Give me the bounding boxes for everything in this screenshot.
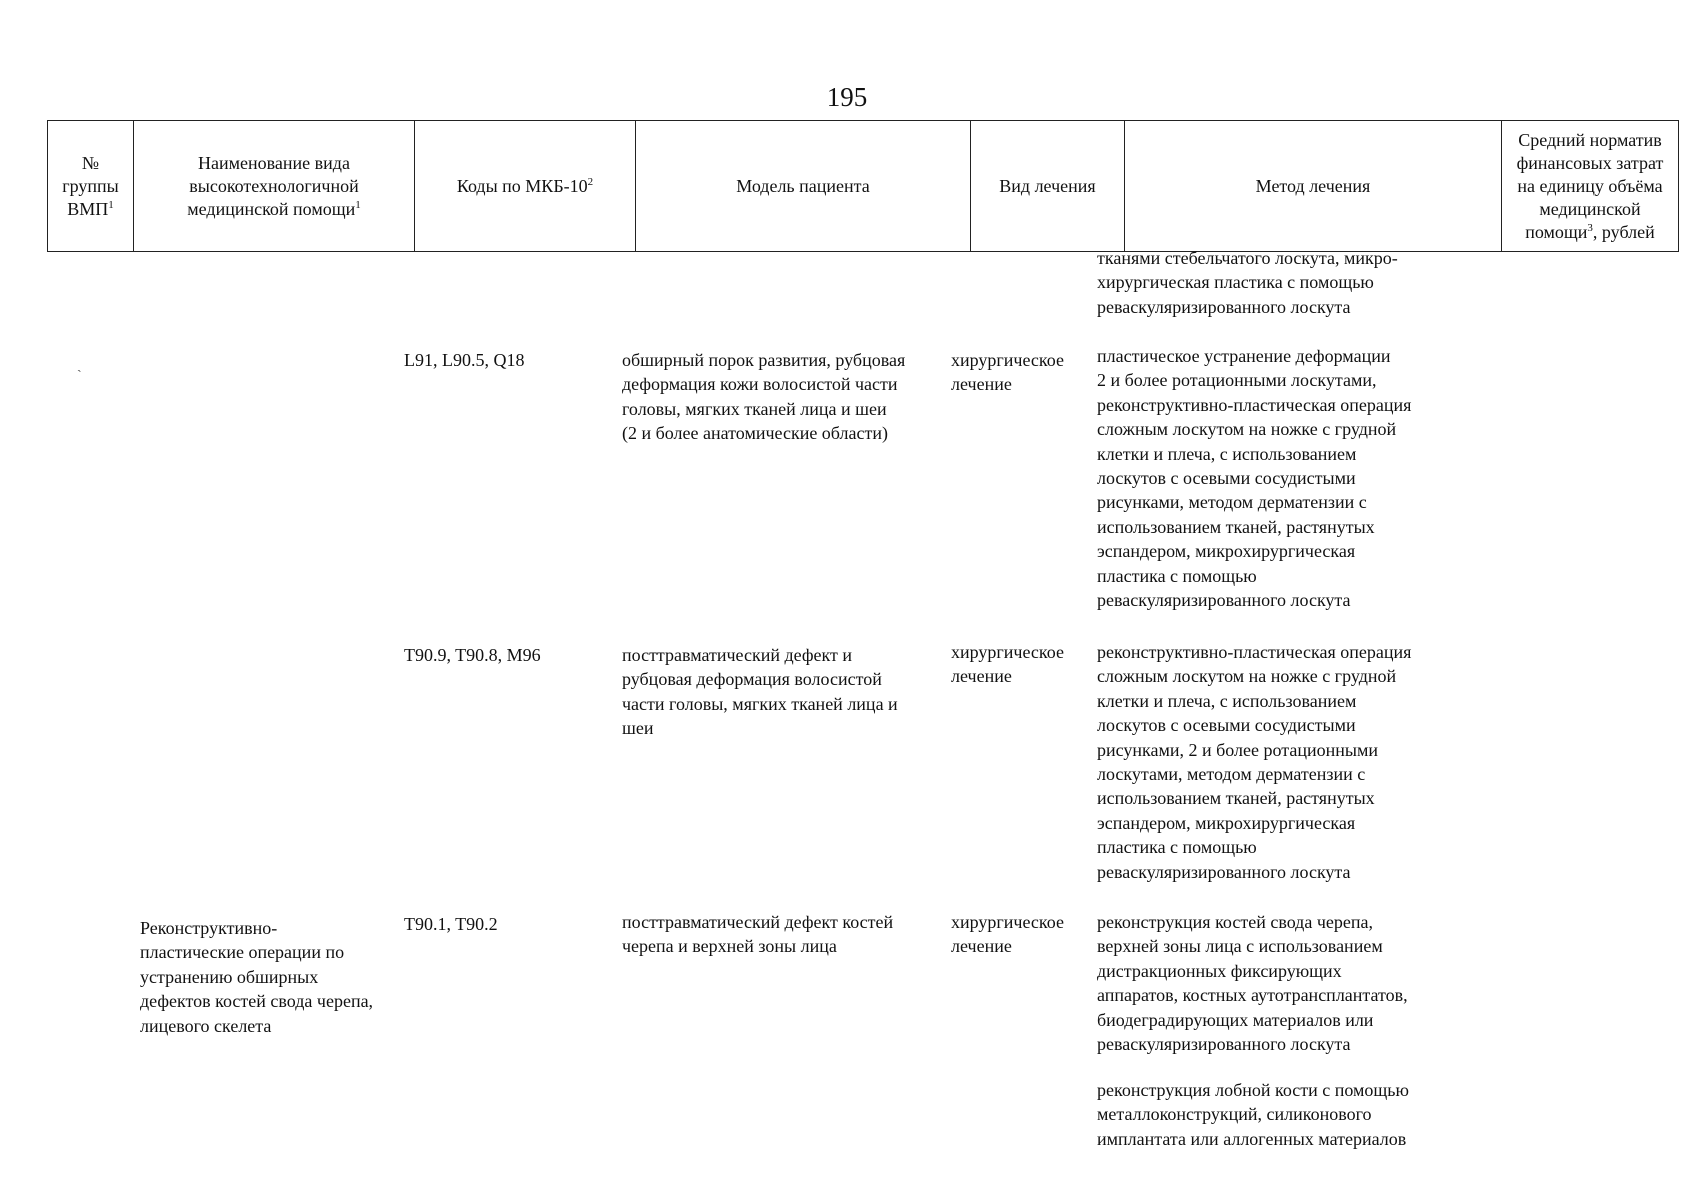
header-name-line-2: высокотехнологичной [189, 175, 359, 196]
row-2-codes: L91, L90.5, Q18 [404, 350, 525, 370]
row-2-treatment-type: хирургическое лечение [951, 350, 1064, 395]
row-4-codes: T90.1, T90.2 [404, 914, 498, 934]
header-method: Метод лечения [1125, 121, 1502, 252]
scan-mark: ˏ [77, 358, 82, 373]
header-cost-line-1: Средний норматив [1518, 129, 1662, 150]
footnote-1-marker: 1 [355, 198, 361, 211]
header-cost-line-3: на единицу объёма [1517, 175, 1663, 196]
row-3-model: посттравматический дефект и рубцовая деформация волосистой части головы, мягких тканей лица и шеи [622, 645, 898, 739]
footnote-2-marker: 2 [587, 175, 594, 188]
header-codes [415, 121, 636, 252]
row-2-method: пластическое устранение деформации 2 и более ротационными лоскутами, реконструктивно-пластическая операция сложным лоскутом на ножке с грудной клетки и плеча, с использованием лоскутов с осевыми сосудистыми рисунками, методом дерматензии с использованием тканей, растянутых эспандером, микрохирургическая пластика с помощью реваскуляризированного лоскута [1097, 346, 1412, 611]
row-4-model: посттравматический дефект костей черепа и верхней зоны лица [622, 912, 894, 957]
row-4-method-2: реконструкция лобной кости с помощью металлоконструкций, силиконового имплантата или аллогенных материалов [1097, 1080, 1409, 1149]
header-group-no-line-3: ВМП [67, 198, 109, 219]
table-header [47, 120, 1679, 252]
header-codes-label: Коды по МКБ-10 [456, 175, 588, 196]
header-cost-tail: , рублей [1592, 221, 1655, 242]
header-name-line-3: медицинской помощи [187, 198, 356, 219]
page-number: 195 [826, 82, 868, 112]
row-1-method: тканями стебельчатого лоскута, микро- хирургическая пластика с помощью реваскуляризированного лоскута [1097, 248, 1398, 317]
row-4-treatment-type: хирургическое лечение [951, 912, 1064, 957]
row-3-method: реконструктивно-пластическая операция сложным лоскутом на ножке с грудной клетки и плеча, с использованием лоскутов с осевыми сосудистыми рисунками, 2 и более ротационными лоскутами, методом дерматензии с использованием тканей, растянутых эспандером, микрохирургическая пластика с помощью реваскуляризированного лоскута [1097, 642, 1412, 882]
row-2-model: обширный порок развития, рубцовая деформация кожи волосистой части головы, мягких тканей лица и шеи (2 и более анатомические области) [622, 350, 906, 444]
row-4-name: Реконструктивно- пластические операции по устранению обширных дефектов костей свода черепа, лицевого скелета [140, 918, 374, 1036]
footnote-3-marker: 3 [1587, 221, 1593, 234]
row-3-codes: T90.9, T90.8, M96 [404, 645, 541, 665]
header-cost-line-2: финансовых затрат [1516, 152, 1664, 173]
row-4-method: реконструкция костей свода черепа, верхней зоны лица с использованием дистракционных фиксирующих аппаратов, костных аутотрансплантатов, биодеградирующих материалов или реваскуляризированного лоскута [1097, 912, 1408, 1055]
header-group-no-line-2: группы [62, 175, 119, 196]
header-name-line-1: Наименование вида [198, 152, 350, 173]
header-cost-line-4: медицинской [1539, 198, 1641, 219]
header-model: Модель пациента [636, 121, 971, 252]
header-treatment-type: Вид лечения [971, 121, 1125, 252]
footnote-1-marker: 1 [108, 198, 114, 211]
header-name [134, 121, 415, 252]
header-group-no [48, 121, 134, 252]
row-3-treatment-type: хирургическое лечение [951, 642, 1064, 687]
header-group-no-line-1: № [81, 152, 100, 173]
header-cost [1502, 121, 1679, 252]
header-cost-line-5: помощи [1525, 221, 1588, 242]
